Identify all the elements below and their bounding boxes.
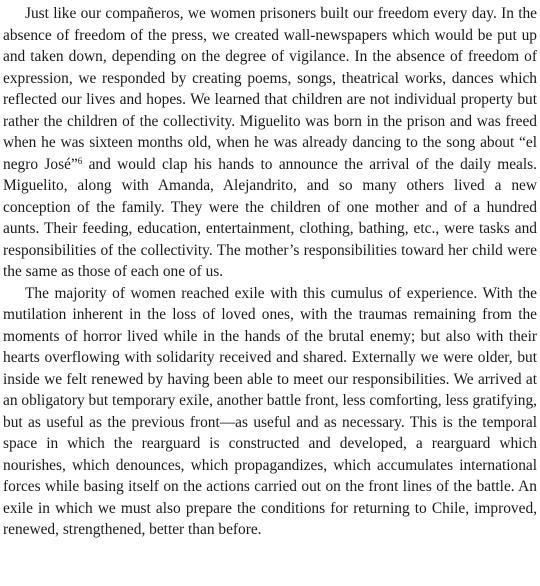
paragraph-text-part-2: and would clap his hands to announce the arrival of the daily meals. Miguelito, along with Amanda, Alejandrito, and so many others lived a new conception of the family. They were the children of one mother and of a hundred aunts. Their feeding, education, entertainment, clothing, bathing, etc., were tasks and responsibilities of the collectivity. The mother’s responsibilities toward her child were the same as those of each one of us. — [3, 155, 537, 280]
document-page — [3, 3, 537, 541]
paragraph-text-part-1: Just like our compañeros, we women prisoners built our freedom every day. In the absence of freedom of the press, we created wall-newspapers which would be put up and taken down, depending on the degree of vigilance. In the absence of freedom of expression, we responded by creating poems, songs, theatrical works, dances which reflected our lives and hopes. We learned that children are not individual property but rather the children of the collectivity. Miguelito was born in the prison and was freed when he was sixteen months old, when he was already dancing to the song about “el negro José” — [3, 5, 537, 173]
paragraph-prison-collectivity — [3, 3, 537, 283]
footnote-marker[interactable]: 6 — [77, 155, 83, 166]
paragraph-exile: The majority of women reached exile with this cumulus of experience. With the mutilation inherent in the loss of loved ones, with the traumas remaining from the moments of horror lived while in the hands of the brutal enemy; but also with their hearts overflowing with solidarity received and shared. Externally we were older, but inside we felt renewed by having been able to meet our responsibilities. We arrived at an obligatory but temporary exile, another battle front, less comforting, less gratifying, but as useful as the previous front—as useful and as necessary. This is the temporal space in which the rearguard is constructed and developed, a rearguard which nourishes, which denounces, which propagandizes, which accumulates international forces while basing itself on the actions carried out on the front lines of the battle. An exile in which we must also prepare the conditions for returning to Chile, improved, renewed, strengthened, better than before. — [3, 284, 537, 538]
